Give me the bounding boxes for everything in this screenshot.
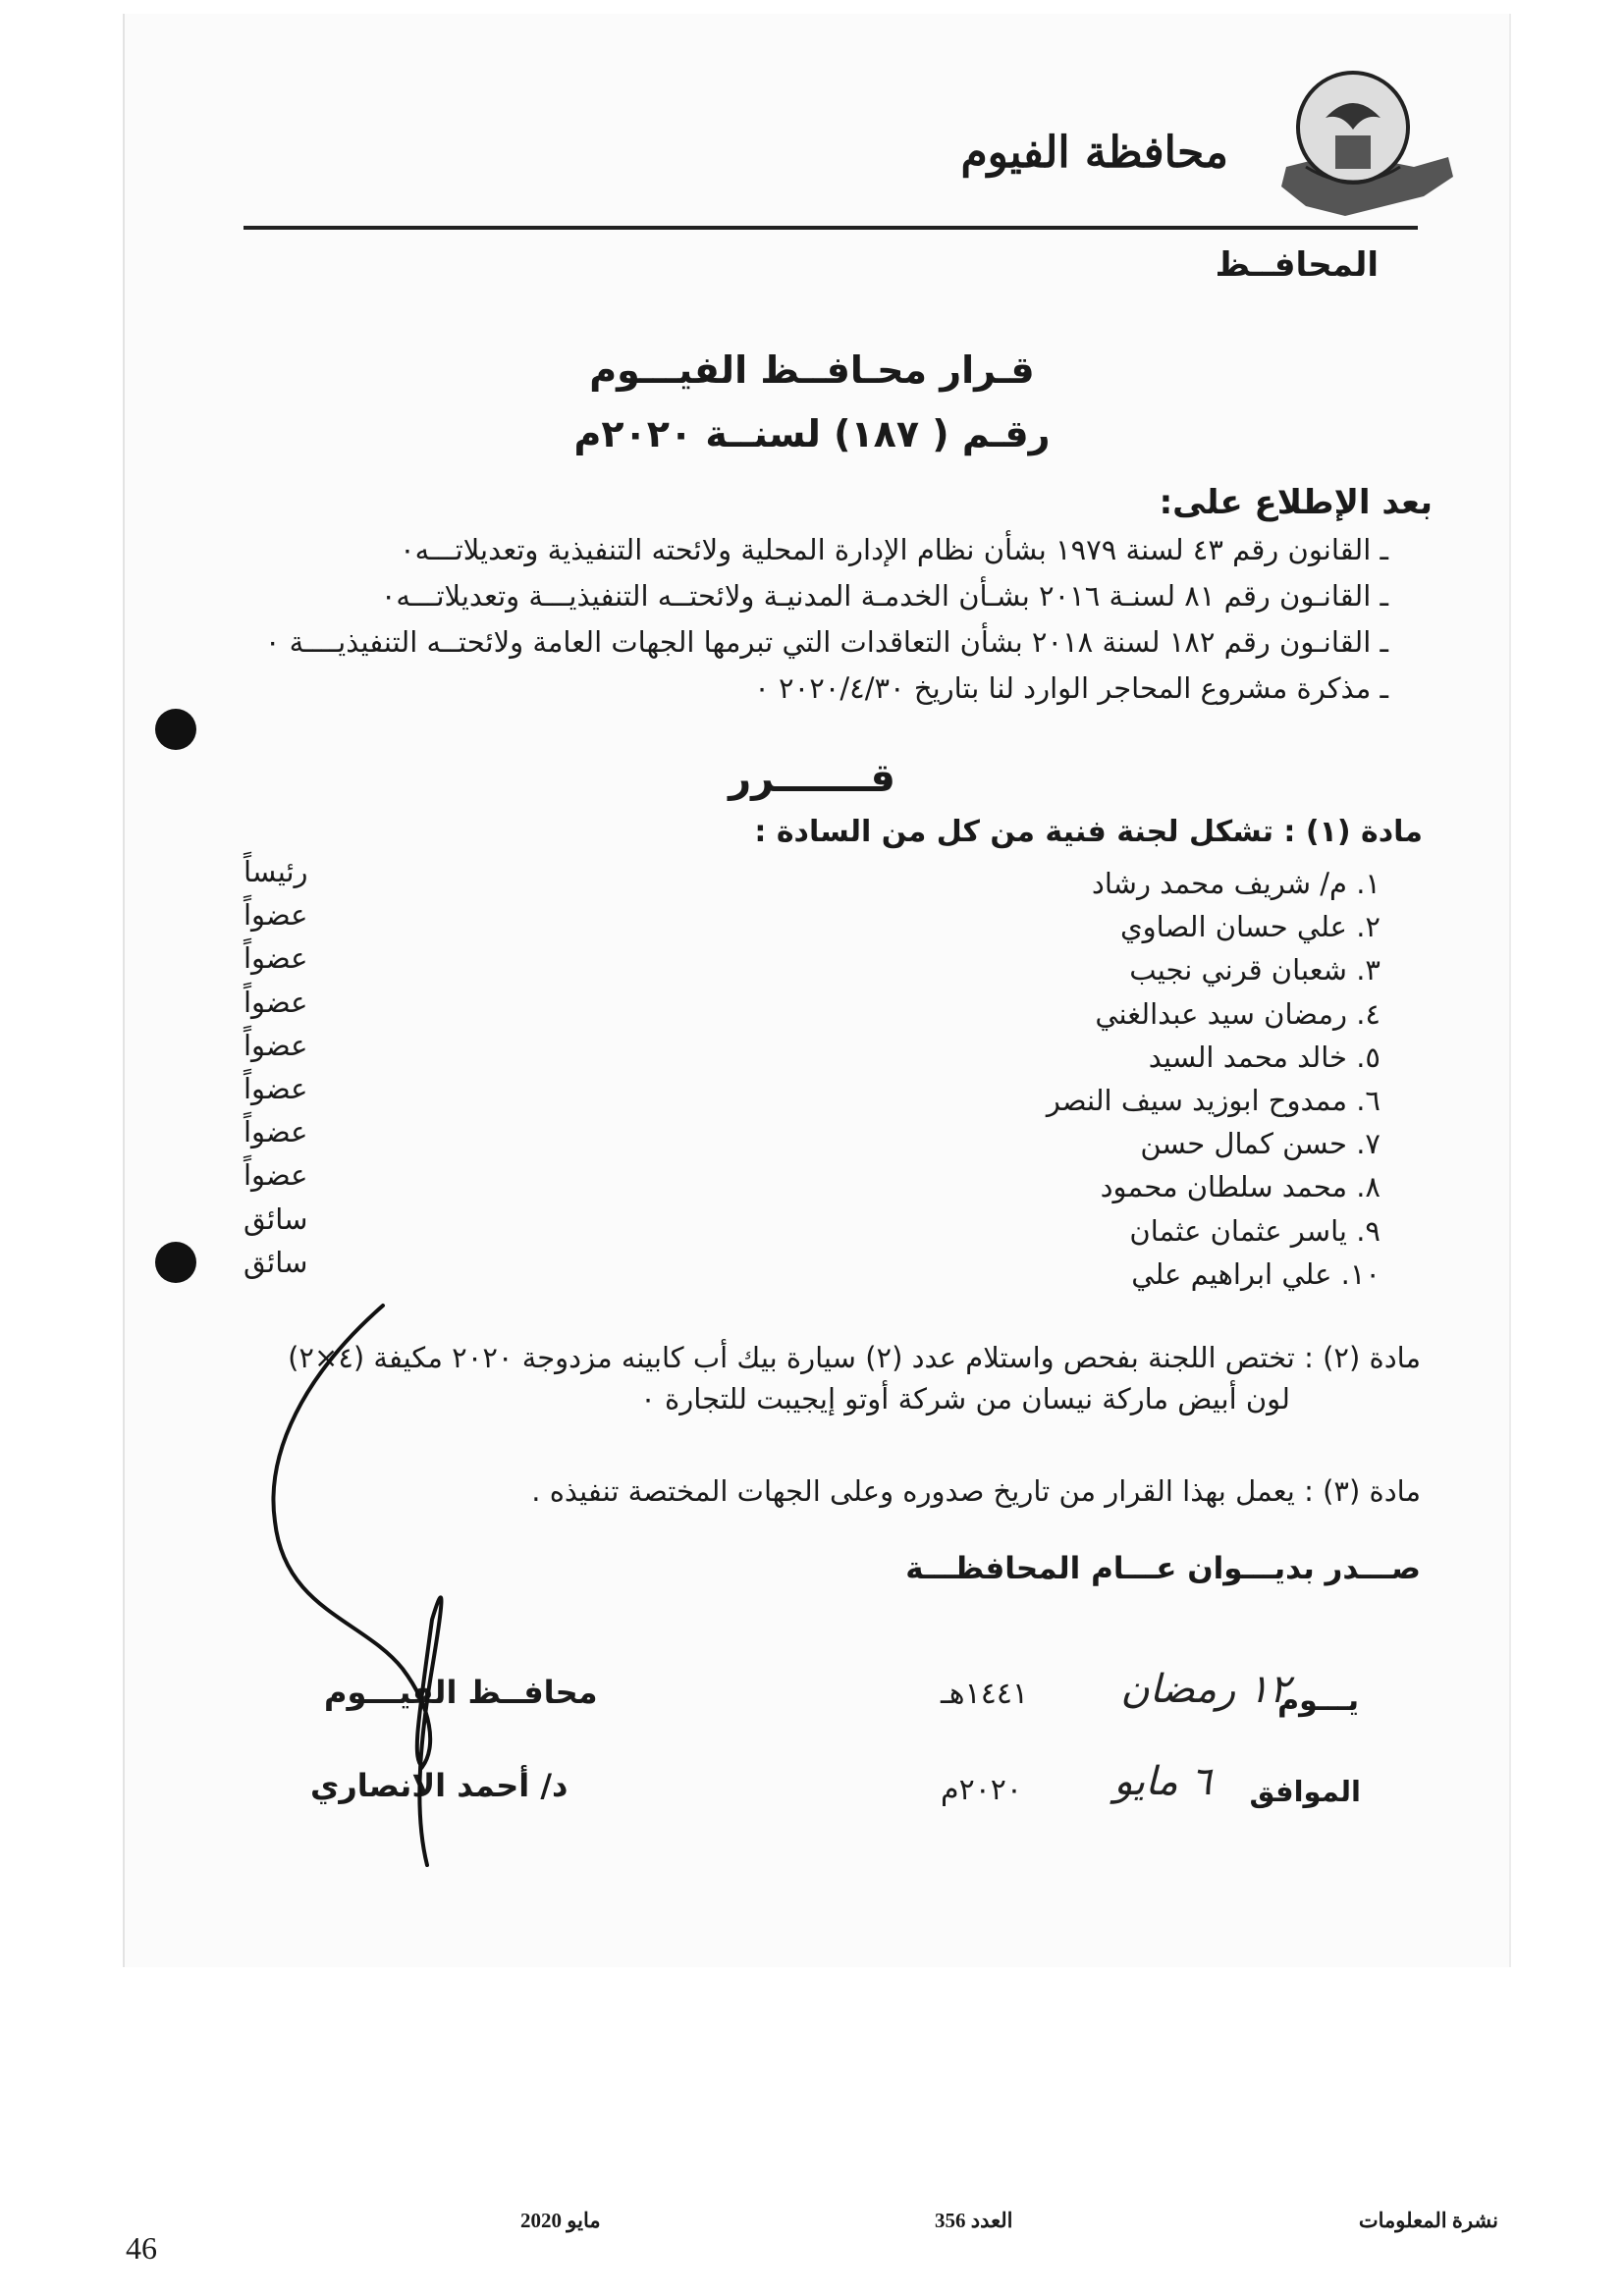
member-name: ٩. ياسر عثمان عثمان: [1129, 1213, 1380, 1248]
article-2-line: لون أبيض ماركة نيسان من شركة أوتو إيجيبت للتجارة ٠: [640, 1382, 1290, 1415]
member-role: سائق: [244, 1201, 308, 1236]
hijri-date-handwritten: ١٢ رمضان: [1120, 1667, 1290, 1712]
member-name: ٤. رمضان سيد عبدالغني: [1095, 996, 1380, 1031]
gregorian-date-handwritten: ٦ مايو: [1113, 1759, 1212, 1804]
article-2-line: مادة (٢) : تختص اللجنة بفحص واستلام عدد (٢) سيارة بيك أب كابينه مزدوجة ٢٠٢٠ مكيفة (٤×٢): [288, 1341, 1421, 1374]
member-role: عضواً: [244, 985, 308, 1019]
member-name: ٢. علي حسان الصاوي: [1119, 910, 1380, 944]
decided-heading: قـــــــرر: [729, 756, 895, 801]
member-name: ٦. ممدوح ابوزيد سيف النصر: [1046, 1084, 1380, 1118]
decree-title: قـرار محـافــظ الفيـــوم: [589, 348, 1035, 392]
preamble-list: [265, 527, 1388, 712]
member-role: سائق: [244, 1245, 308, 1279]
member-name: ٣. شعبان قرني نجيب: [1129, 953, 1380, 988]
footer-bulletin: نشرة المعلومات: [1358, 2209, 1498, 2232]
header-divider: [244, 226, 1418, 230]
gregorian-year: ٢٠٢٠م: [941, 1773, 1023, 1807]
preamble-item: ـ مذكرة مشروع المحاجر الوارد لنا بتاريخ ٢٠٢٠/٤/٣٠ ٠: [754, 671, 1388, 705]
handwritten-signature: [245, 1296, 491, 1875]
issued-at: صـــدر بديـــوان عـــام المحافظـــة: [905, 1551, 1421, 1586]
committee-roles: [244, 850, 371, 1284]
member-role: عضواً: [244, 1028, 308, 1062]
punch-hole: [155, 709, 196, 750]
punch-hole: [155, 1242, 196, 1283]
preamble-item: ـ القانـون رقم ١٨٢ لسنة ٢٠١٨ بشأن التعاقدات التي تبرمها الجهات العامة ولائحتــه التنفيذيــــة ٠: [264, 625, 1388, 659]
member-role: رئيساً: [244, 855, 308, 888]
page-number: 46: [126, 2230, 157, 2266]
member-role: عضواً: [244, 1072, 308, 1106]
preamble-item: ـ القانون رقم ٤٣ لسنة ١٩٧٩ بشأن نظام الإدارة المحلية ولائحته التنفيذية وتعديلاتـــه٠: [400, 533, 1388, 566]
preamble-heading: بعد الإطلاع على:: [1159, 483, 1433, 522]
governorate-name: محافظة الفيوم: [960, 128, 1228, 178]
signatory-name: د/ أحمد الانصاري: [310, 1767, 568, 1804]
member-role: عضواً: [244, 1115, 308, 1149]
governorate-logo: [1267, 59, 1463, 226]
member-name: ٥. خالد محمد السيد: [1148, 1040, 1380, 1074]
signatory-title: محافــظ الفيـــوم: [324, 1674, 598, 1711]
member-name: ٧. حسن كمال حسن: [1140, 1127, 1380, 1161]
member-role: عضواً: [244, 1158, 308, 1193]
article-1-heading: مادة (١) : تشكل لجنة فنية من كل من السادة :: [754, 815, 1423, 849]
member-role: عضواً: [244, 941, 308, 976]
article-3: مادة (٣) : يعمل بهذا القرار من تاريخ صدوره وعلى الجهات المختصة تنفيذه .: [531, 1474, 1421, 1508]
decree-number: رقـم ( ١٨٧) لسنــة ٢٠٢٠م: [573, 412, 1051, 455]
preamble-item: ـ القانـون رقم ٨١ لسنـة ٢٠١٦ بشـأن الخدمـة المدنيـة ولائحتــه التنفيذيـــة وتعديلاتـــه٠: [380, 579, 1388, 613]
office-label: المحافــظ: [1215, 245, 1379, 285]
hijri-year: ١٤٤١هـ: [941, 1677, 1029, 1711]
member-role: عضواً: [244, 898, 308, 933]
member-name: ٨. محمد سلطان محمود: [1100, 1170, 1380, 1204]
footer-month: مايو 2020: [520, 2209, 601, 2232]
member-name: ١. م/ شريف محمد رشاد: [1091, 867, 1380, 900]
member-name: ١٠. علي ابراهيم علي: [1131, 1256, 1380, 1291]
committee-members: [1047, 862, 1380, 1296]
day-label: يـــوم: [1277, 1683, 1359, 1718]
footer-issue: العدد 356: [935, 2209, 1013, 2232]
gregorian-label: الموافق: [1249, 1775, 1361, 1808]
